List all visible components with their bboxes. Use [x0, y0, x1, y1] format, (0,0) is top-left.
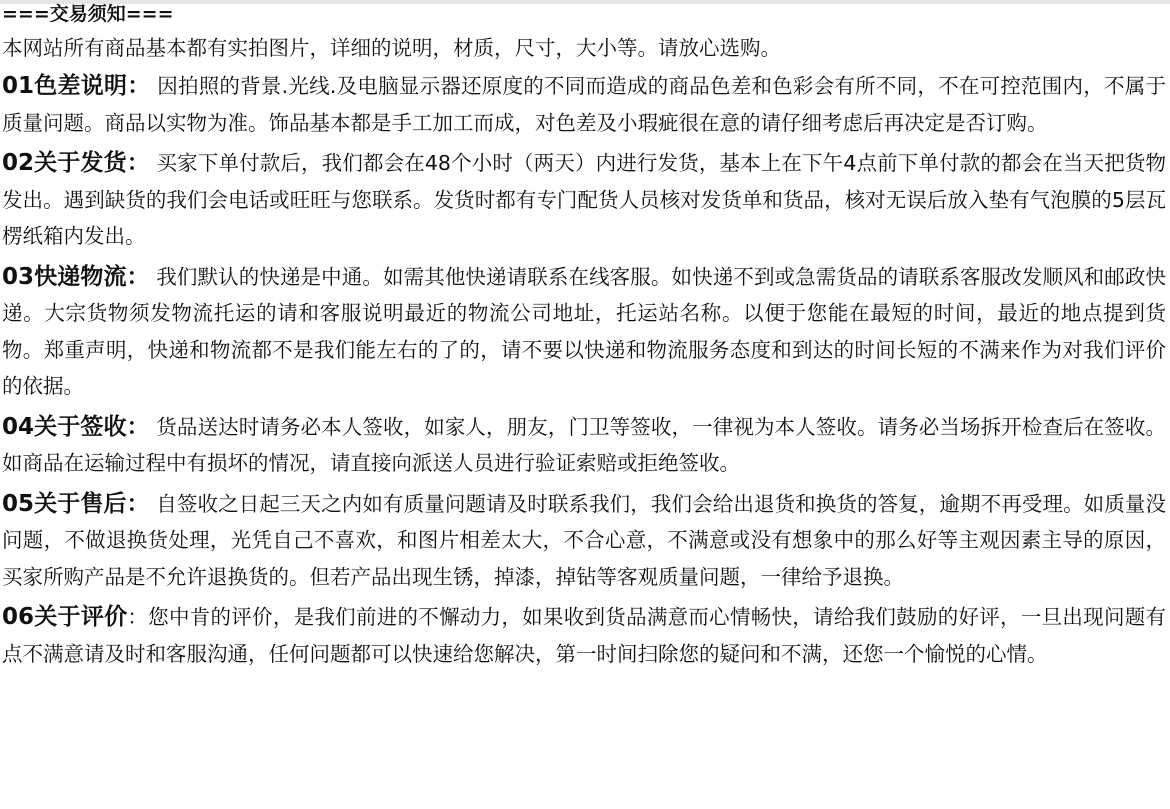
- section-text: 买家下单付款后，我们都会在48个小时（两天）内进行发货，基本上在下午4点前下单付款的都会在当天把货物发出。遇到缺货的我们会电话或旺旺与您联系。发货时都有专门配货人员核对发货单和货品，核对无误后放入垫有气泡膜的5层瓦楞纸箱内发出。: [2, 151, 1166, 248]
- section-color-difference: [2, 68, 1166, 141]
- section-text: 因拍照的背景.光线.及电脑显示器还原度的不同而造成的商品色差和色彩会有所不同，不在可控范围内，不属于质量问题。商品以实物为准。饰品基本都是手工加工而成，对色差及小瑕疵很在意的请仔细考虑后再决定是否订购。: [2, 74, 1166, 135]
- section-text: ：您中肯的评价，是我们前进的不懈动力，如果收到货品满意而心情畅快，请给我们鼓励的好评，一旦出现问题有点不满意请及时和客服沟通，任何问题都可以快速给您解决，第一时间扫除您的疑问和不满，还您一个愉悦的心情。: [2, 605, 1167, 666]
- section-heading: 02关于发货：: [2, 150, 150, 176]
- section-heading: 04关于签收：: [2, 413, 150, 440]
- section-heading: 01色差说明：: [2, 73, 151, 99]
- section-shipping: [2, 145, 1166, 255]
- trade-notice-document: [0, 4, 1170, 672]
- section-heading: 06关于评价: [2, 604, 128, 630]
- section-text: 自签收之日起三天之内如有质量问题请及时联系我们，我们会给出退货和换货的答复，逾期不再受理。如质量没问题，不做退换货处理，光凭自己不喜欢，和图片相差太大，不合心意，不满意或没有想象中的那么好等主观因素主导的原因，买家所购产品是不允许退换货的。但若产品出现生锈，掉漆，掉钻等客观质量问题，一律给予退换。: [2, 491, 1167, 589]
- section-logistics: [2, 259, 1166, 405]
- intro-text: 本网站所有商品基本都有实拍图片，详细的说明，材质，尺寸，大小等。请放心选购。: [2, 36, 781, 60]
- section-receipt: [2, 409, 1166, 482]
- section-text: 我们默认的快递是中通。如需其他快递请联系在线客服。如快递不到或急需货品的请联系客服改发顺风和邮政快递。大宗货物须发物流托运的请和客服说明最近的物流公司地址，托运站名称。以便于您能在最短的时间，最近的地点提到货物。郑重声明，快递和物流都不是我们能左右的了的，请不要以快递和物流服务态度和到达的时间长短的不满来作为对我们评价的依据。: [2, 264, 1167, 398]
- section-heading: 03快递物流：: [2, 263, 150, 290]
- section-heading: 05关于售后：: [2, 490, 150, 517]
- section-reviews: [2, 599, 1166, 672]
- document-title: ===交易须知===: [2, 3, 174, 25]
- section-after-sales: [2, 486, 1166, 596]
- section-text: 货品送达时请务必本人签收，如家人，朋友，门卫等签收，一律视为本人签收。请务必当场拆开检查后在签收。如商品在运输过程中有损坏的情况，请直接向派送人员进行验证索赔或拒绝签收。: [2, 414, 1167, 475]
